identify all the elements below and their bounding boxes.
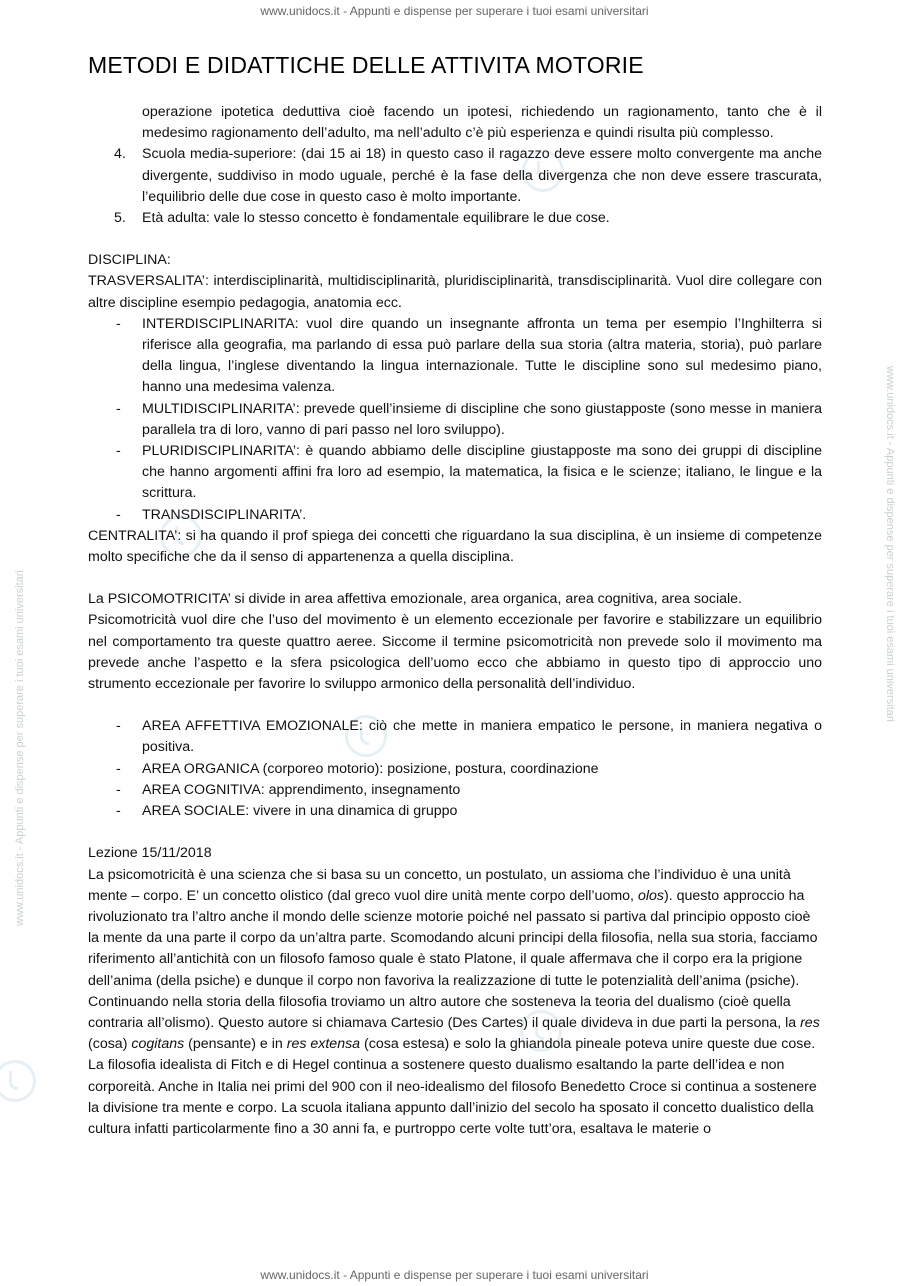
watermark-logo-icon bbox=[0, 1060, 36, 1102]
list-item-text: AREA SOCIALE: vivere in una dinamica di gruppo bbox=[142, 803, 458, 820]
list-item-text: MULTIDISCIPLINARITA’: prevede quell’insieme di discipline che sono giustapposte (sono messe in maniera parallela tra di loro, vanno di pari passo nel loro sviluppo). bbox=[142, 400, 822, 438]
watermark-left: www.unidocs.it - Appunti e dispense per superare i tuoi esami universitari bbox=[14, 570, 26, 926]
list-marker: 5. bbox=[114, 210, 126, 227]
list-item-text: AREA AFFETTIVA EMOZIONALE: ciò che mette in maniera empatico le persone, in maniera negativa o positiva. bbox=[142, 718, 822, 756]
lesson-paragraph: La psicomotricità è una scienza che si basa su un concetto, un postulato, un assioma che l’individuo è una unità mente – corpo. E’ un concetto olistico (dal greco vuol dire unità mente corpo dell’uomo, olos). questo approccio ha rivoluzionato tra l’altro anche il mondo delle scienze motorie poiché nel passato si partiva dal principio opposto cioè la mente da una parte il corpo da un’altra parte. Scomodando alcuni principi della filosofia, nella sua storia, facciamo riferimento all’antichità con un filosofo famoso quale è stato Platone, il quale affermava che il corpo era la prigione dell’anima (della psiche) e dunque il corpo non favoriva la realizzazione di tutte le potenzialità dell’anima (psiche). Continuando nella storia della filosofia troviamo un altro autore che sosteneva la teoria del dualismo (cioè quella contraria all’olismo). Questo autore si chiamava Cartesio (Des Cartes) il quale divideva in due parti la persona, la res (cosa) cogitans (pensante) e in res extensa (cosa estesa) e solo la ghiandola pineale poteva unire queste due cose. La filosofia idealista di Fitch e di Hegel continua a sostenere questo dualismo esaltando la parte dell’idea e non corporeità. Anche in Italia nei primi del 900 con il neo-idealismo del filosofo Benedetto Croce si continua a sostenere la divisione tra mente e corpo. La scuola italiana appunto dall’inizio del secolo ha sposato il concetto dualistico della cultura infatti particolarmente fino a 30 anni fa, e purtroppo certe volte tutt’ora, esaltava le materie o bbox=[88, 866, 820, 1137]
paragraph: CENTRALITA’: si ha quando il prof spiega dei concetti che riguardano la sua disciplina, è un insieme di competenze molto specifiche che da il senso di appartenenza a quella disciplina. bbox=[88, 527, 822, 566]
paragraph-continuation: operazione ipotetica deduttiva cioè facendo un ipotesi, richiedendo un ragionamento, tanto che è il medesimo ragionamento dell’adulto, ma nell’adulto c’è più esperienza e quindi risulta più complesso. bbox=[142, 104, 822, 142]
section-heading: DISCIPLINA: bbox=[88, 252, 171, 269]
list-item bbox=[88, 399, 822, 441]
list-marker: 4. bbox=[114, 146, 126, 163]
list-item bbox=[88, 441, 822, 505]
watermark-bottom: www.unidocs.it - Appunti e dispense per superare i tuoi esami universitari bbox=[260, 1268, 649, 1282]
list-item bbox=[88, 780, 822, 801]
term-olos: olos bbox=[637, 887, 664, 904]
list-item-text: TRANSDISCIPLINARITA’. bbox=[142, 506, 307, 523]
list-item-text: Scuola media-superiore: (dai 15 ai 18) in questo caso il ragazzo deve essere molto convergente ma anche divergente, suddiviso in modo uguale, perché è la fase della divergenza che non deve essere trascurata, l’equilibrio delle due cose in questo caso è molto importante. bbox=[142, 146, 822, 205]
list-item-text: AREA COGNITIVA: apprendimento, insegnamento bbox=[142, 781, 461, 798]
list-marker: - bbox=[116, 781, 121, 798]
term-cogitans: cogitans bbox=[131, 1036, 185, 1053]
term-res: res bbox=[800, 1014, 820, 1031]
page-title: METODI E DIDATTICHE DELLE ATTIVITA MOTORIE bbox=[88, 52, 644, 78]
list-marker: - bbox=[116, 803, 121, 820]
list-item-text: PLURIDISCIPLINARITA’: è quando abbiamo delle discipline giustapposte ma sono dei gruppi di discipline che hanno argomenti affini fra loro ad esempio, la matematica, la fisica e le scienze; italiano, le lingue e la scrittura. bbox=[142, 443, 822, 502]
paragraph: Psicomotricità vuol dire che l’uso del movimento è un elemento eccezionale per favorire e stabilizzare un equilibrio nel comportamento tra queste quattro aeree. Siccome il termine psicomotricità non prevede solo il movimento ma prevede anche l’aspetto e la sfera psicologica dell’uomo ecco che abbiamo in questo tipo di approccio uno strumento eccezionale per favorire lo sviluppo armonico della personalità dell’individuo. bbox=[88, 612, 822, 693]
list-marker: - bbox=[116, 760, 121, 777]
list-marker: - bbox=[116, 506, 121, 523]
watermark-top: www.unidocs.it - Appunti e dispense per superare i tuoi esami universitari bbox=[260, 4, 649, 18]
list-item bbox=[88, 801, 822, 822]
list-item bbox=[88, 505, 822, 526]
list-item bbox=[88, 314, 822, 399]
document-body bbox=[88, 102, 822, 1140]
list-item-text: AREA ORGANICA (corporeo motorio): posizione, postura, coordinazione bbox=[142, 760, 599, 777]
list-item bbox=[88, 208, 822, 229]
lesson-heading: Lezione 15/11/2018 bbox=[88, 845, 212, 862]
paragraph: TRASVERSALITA’: interdisciplinarità, multidisciplinarità, pluridisciplinarità, transdisciplinarità. Vuol dire collegare con altre discipline esempio pedagogia, anatomia ecc. bbox=[88, 273, 822, 311]
list-item bbox=[88, 716, 822, 758]
list-marker: - bbox=[116, 315, 121, 332]
list-item bbox=[88, 759, 822, 780]
list-marker: - bbox=[116, 443, 121, 460]
paragraph: La PSICOMOTRICITA’ si divide in area affettiva emozionale, area organica, area cognitiva, area sociale. bbox=[88, 591, 742, 608]
list-item bbox=[88, 144, 822, 208]
list-item-text: INTERDISCIPLINARITA: vuol dire quando un insegnante affronta un tema per esempio l’Inghilterra si riferisce alla geografia, ma parlando di essa può parlare della sua storia (altra materia, storia), può parlare della lingua, l’inglese diventando la lingua internazionale. Tutte le discipline sono sul medesimo piano, hanno una medesima valenza. bbox=[142, 315, 822, 396]
watermark-right: www.unidocs.it - Appunti e dispense per superare i tuoi esami universitari bbox=[884, 366, 896, 722]
list-marker: - bbox=[116, 718, 121, 735]
list-marker: - bbox=[116, 400, 121, 417]
term-res-extensa: res extensa bbox=[286, 1036, 361, 1053]
list-item-text: Età adulta: vale lo stesso concetto è fondamentale equilibrare le due cose. bbox=[142, 210, 610, 227]
